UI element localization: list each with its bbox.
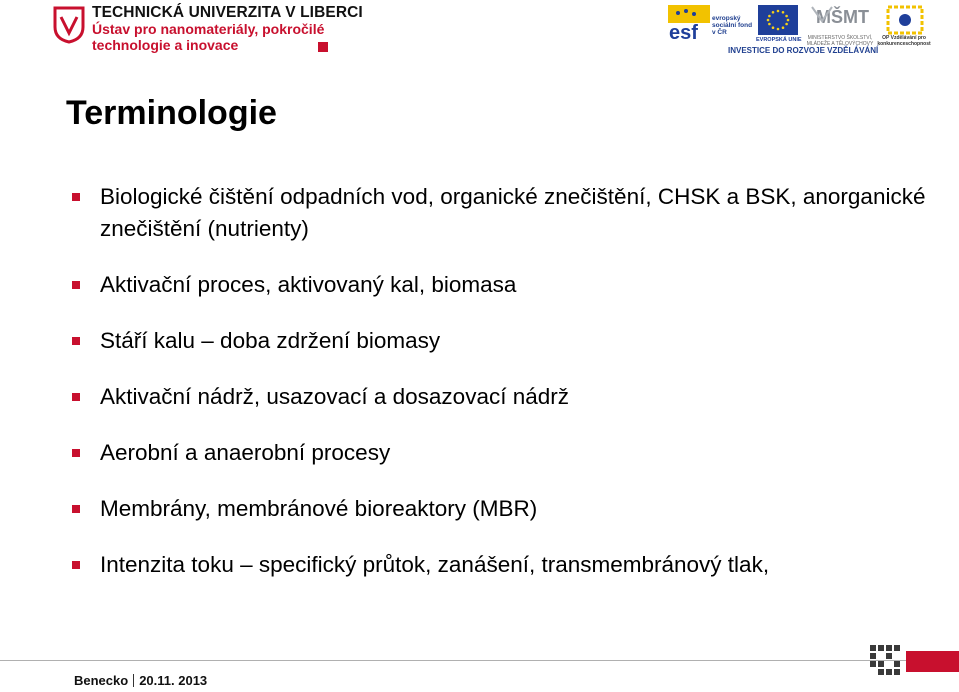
- msmt-caption: MINISTERSTVO ŠKOLSTVÍ, MLÁDEŽE A TĚLOVÝCHOVY: [806, 35, 874, 47]
- msmt-logo-icon: [808, 3, 868, 35]
- slide-title: Terminologie: [66, 94, 277, 132]
- bullet-item: [72, 181, 952, 245]
- bullet-list: [72, 181, 952, 605]
- partner-logos: [668, 3, 930, 57]
- bullet-text: Aktivační nádrž, usazovací a dosazovací nádrž: [100, 384, 569, 409]
- bullet-text: Stáří kalu – doba zdržení biomasy: [100, 328, 441, 353]
- red-square-mark: [318, 42, 328, 52]
- pixel-grid-logo-icon: [870, 645, 900, 675]
- investment-tagline: INVESTICE DO ROZVOJE VZDĚLÁVÁNÍ: [728, 46, 879, 55]
- square-bullet-icon: [72, 393, 80, 401]
- op-logo-icon: [882, 5, 928, 39]
- bullet-item: [72, 437, 952, 469]
- footer-divider: [0, 660, 959, 661]
- bullet-item: [72, 325, 952, 357]
- bullet-text: Aktivační proces, aktivovaný kal, biomasa: [100, 272, 517, 297]
- footer-separator: [133, 674, 134, 687]
- university-title: TECHNICKÁ UNIVERZITA V LIBERCI: [92, 4, 363, 21]
- op-caption: OP Vzdělávání pro konkurenceschopnost: [877, 35, 931, 47]
- bullet-text: Intenzita toku – specifický průtok, zanášení, transmembránový tlak,: [100, 552, 770, 577]
- square-bullet-icon: [72, 449, 80, 457]
- eu-flag-icon: [758, 5, 798, 35]
- bullet-text: Membrány, membránové bioreaktory (MBR): [100, 496, 538, 521]
- bullet-item: [72, 381, 952, 413]
- svg-text:MŠMT: MŠMT: [816, 7, 869, 27]
- esf-logo-icon: [668, 5, 710, 43]
- square-bullet-icon: [72, 505, 80, 513]
- bullet-text: Biologické čištění odpadních vod, organické znečištění, CHSK a BSK, anorganické znečištění (nutrienty): [100, 184, 926, 241]
- esf-caption: evropský sociální fond v ČR: [712, 15, 753, 36]
- institute-name-line2: technologie a inovace: [92, 37, 239, 53]
- tul-emblem-icon: [52, 5, 86, 43]
- square-bullet-icon: [72, 281, 80, 289]
- university-logo: [52, 4, 363, 57]
- footer-red-block: [906, 651, 959, 672]
- institute-name-line1: Ústav pro nanomateriály, pokročilé: [92, 21, 325, 37]
- university-name: [92, 4, 363, 53]
- footer-author: Benecko: [74, 673, 129, 688]
- footer-info: [74, 673, 207, 688]
- bullet-item: [72, 493, 952, 525]
- bullet-item: [72, 269, 952, 301]
- bullet-text: Aerobní a anaerobní procesy: [100, 440, 391, 465]
- bullet-item: [72, 549, 952, 581]
- square-bullet-icon: [72, 193, 80, 201]
- square-bullet-icon: [72, 561, 80, 569]
- svg-text:esf: esf: [669, 22, 698, 44]
- footer-date: 20.11. 2013: [139, 673, 208, 688]
- square-bullet-icon: [72, 337, 80, 345]
- eu-caption: EVROPSKÁ UNIE: [756, 37, 802, 43]
